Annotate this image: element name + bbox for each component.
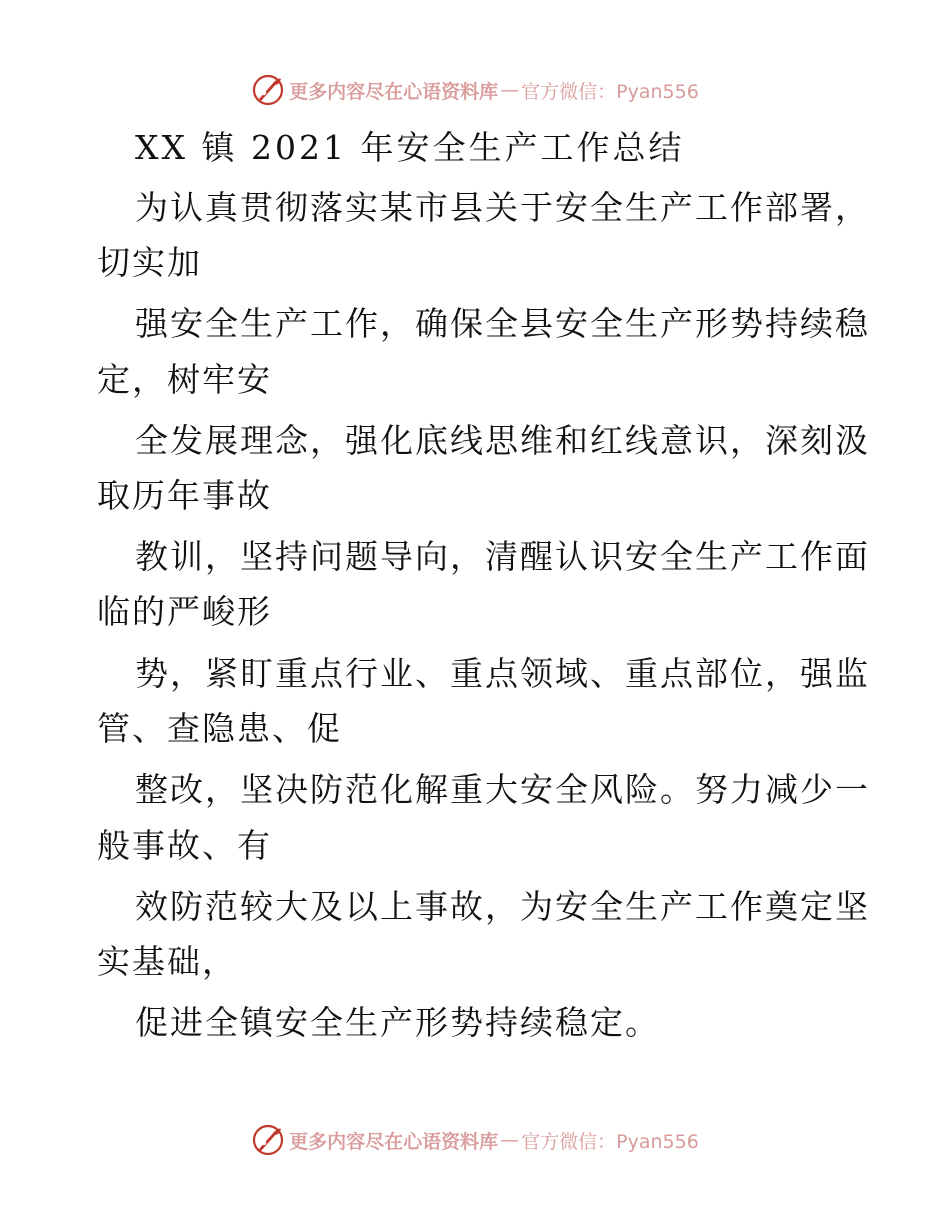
paragraph-line: 效防范较大及以上事故，为安全生产工作奠定坚 — [135, 887, 870, 926]
quill-logo-icon — [251, 73, 285, 107]
paragraph-line: 为认真贯彻落实某市县关于安全生产工作部署， — [135, 188, 870, 227]
watermark-main-text: 更多内容尽在心语资料库 — [289, 1130, 499, 1153]
paragraph-line: 般事故、有 — [97, 826, 272, 865]
watermark-dash: — — [500, 79, 520, 101]
document-title: XX 镇 2021 年安全生产工作总结 — [135, 128, 685, 167]
watermark-header — [0, 70, 950, 110]
paragraph-line: 势，紧盯重点行业、重点领域、重点部位，强监 — [135, 654, 870, 693]
paragraph-line: 整改，坚决防范化解重大安全风险。努力减少一 — [135, 770, 870, 809]
paragraph-line: 定，树牢安 — [97, 360, 272, 399]
paragraph-line: 强安全生产工作，确保全县安全生产形势持续稳 — [135, 304, 870, 343]
watermark-wechat-text: 官方微信：Pyan556 — [521, 1130, 699, 1153]
paragraph-line: 促进全镇安全生产形势持续稳定。 — [135, 1003, 660, 1042]
paragraph-line: 临的严峻形 — [97, 592, 272, 631]
watermark-wechat-text: 官方微信：Pyan556 — [521, 80, 699, 103]
watermark-main-text: 更多内容尽在心语资料库 — [289, 80, 499, 103]
quill-logo-icon — [251, 1123, 285, 1157]
watermark-footer — [0, 1120, 950, 1160]
paragraph-line: 管、查隐患、促 — [97, 709, 342, 748]
paragraph-line: 教训，坚持问题导向，清醒认识安全生产工作面 — [135, 537, 870, 576]
paragraph-line: 实基础， — [97, 942, 237, 981]
paragraph-line: 取历年事故 — [97, 476, 272, 515]
paragraph-line: 切实加 — [97, 243, 202, 282]
paragraph-line: 全发展理念，强化底线思维和红线意识，深刻汲 — [135, 421, 870, 460]
watermark-dash: — — [500, 1129, 520, 1151]
